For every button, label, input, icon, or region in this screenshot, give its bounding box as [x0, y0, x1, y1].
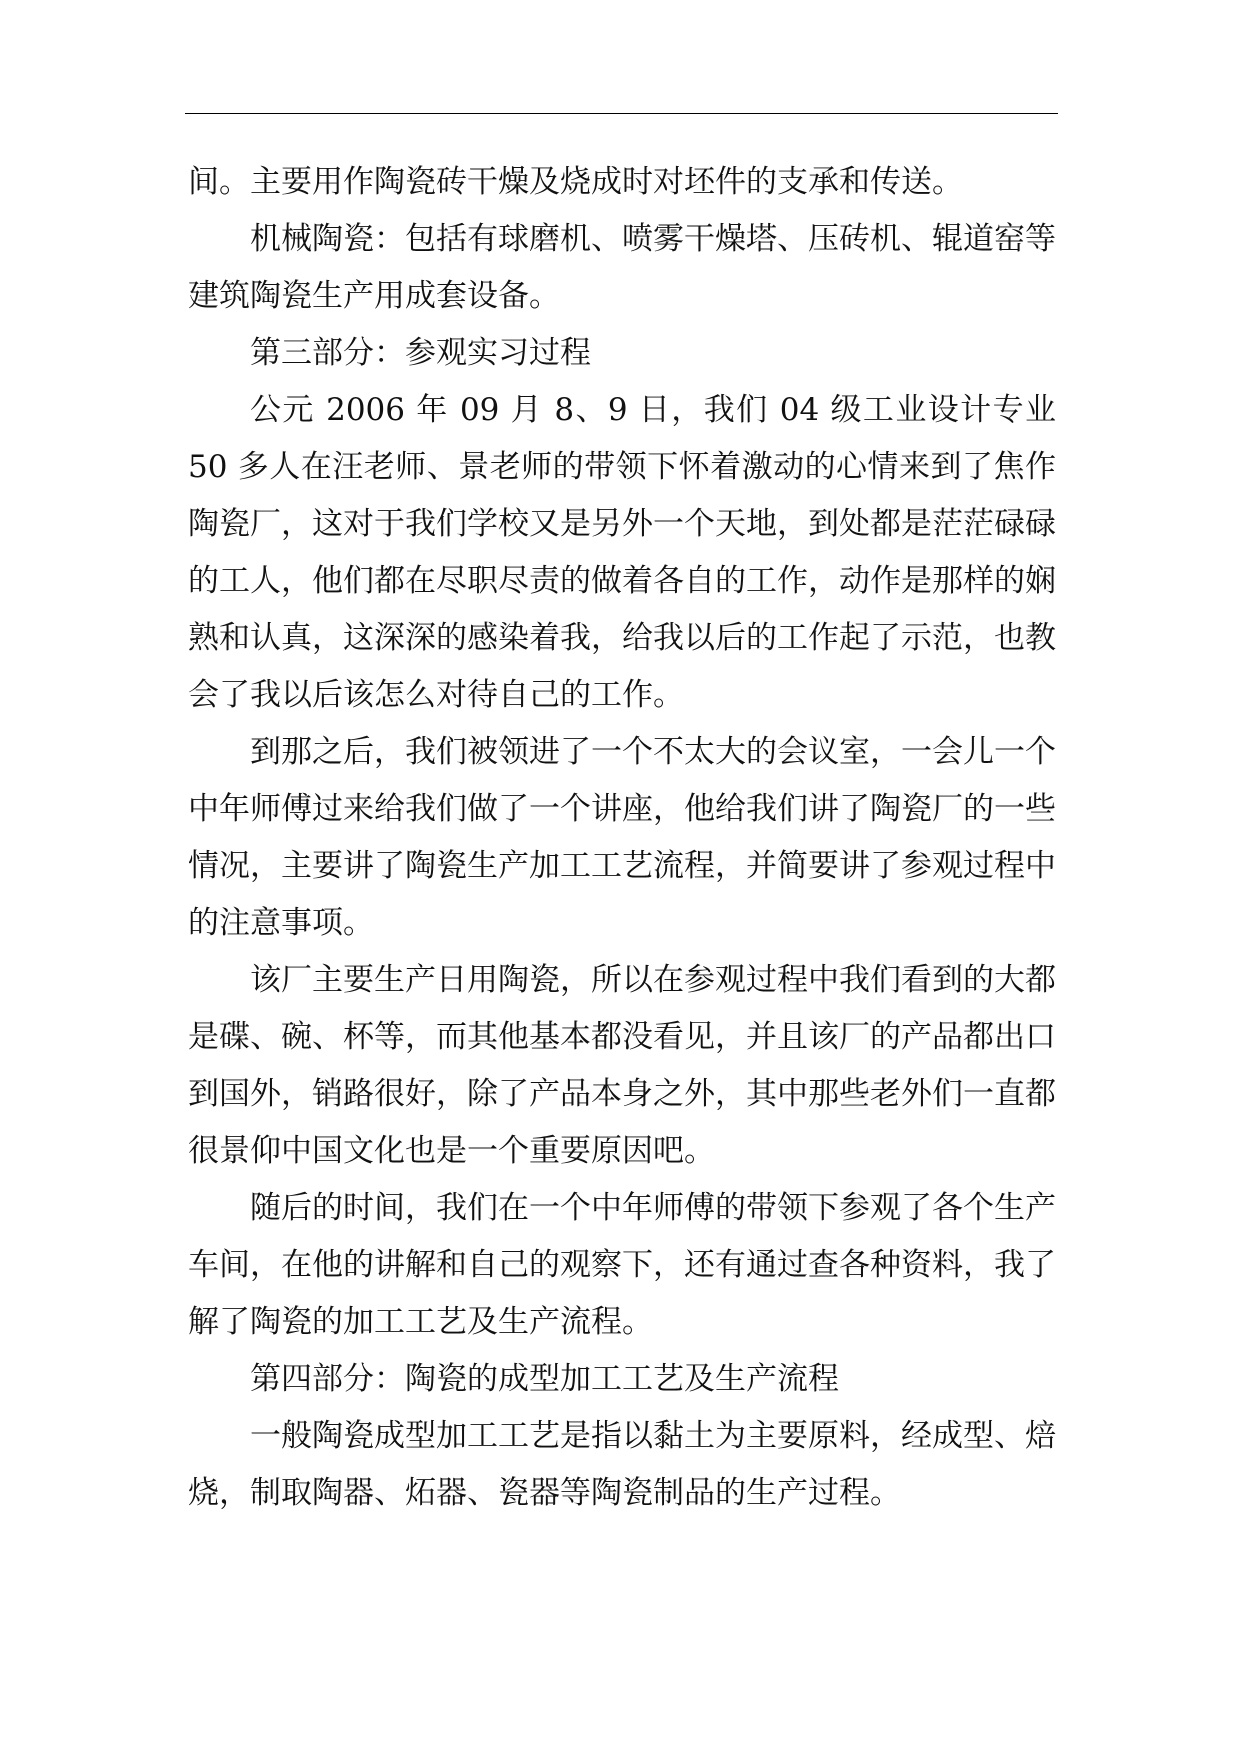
- paragraph-1: 间。主要用作陶瓷砖干燥及烧成时对坯件的支承和传送。: [188, 164, 963, 200]
- section-heading-4: 第四部分：陶瓷的成型加工工艺及生产流程: [250, 1361, 839, 1397]
- paragraph-2: 机械陶瓷：包括有球磨机、喷雾干燥塔、压砖机、辊道窑等建筑陶瓷生产用成套设备。: [188, 221, 1056, 314]
- paragraph-9: 一般陶瓷成型加工工艺是指以黏土为主要原料，经成型、焙烧，制取陶器、炻器、瓷器等陶瓷制品的生产过程。: [188, 1418, 1056, 1511]
- header-rule: [185, 113, 1058, 114]
- paragraph-4: 公元 2006 年 09 月 8、9 日，我们 04 级工业设计专业 50 多人在汪老师、景老师的带领下怀着激动的心情来到了焦作陶瓷厂，这对于我们学校又是另外一个天地，到处都是茫茫碌碌的工人，他们都在尽职尽责的做着各自的工作，动作是那样的娴熟和认真，这深深的感染着我，给我以后的工作起了示范，也教会了我以后该怎么对待自己的工作。: [188, 392, 1056, 713]
- section-heading-3: 第三部分：参观实习过程: [250, 335, 591, 371]
- paragraph-5: 到那之后，我们被领进了一个不太大的会议室，一会儿一个中年师傅过来给我们做了一个讲座，他给我们讲了陶瓷厂的一些情况，主要讲了陶瓷生产加工工艺流程，并简要讲了参观过程中的注意事项。: [188, 734, 1056, 941]
- paragraph-7: 随后的时间，我们在一个中年师傅的带领下参观了各个生产车间，在他的讲解和自己的观察下，还有通过查各种资料，我了解了陶瓷的加工工艺及生产流程。: [188, 1190, 1056, 1340]
- paragraph-6: 该厂主要生产日用陶瓷，所以在参观过程中我们看到的大都是碟、碗、杯等，而其他基本都没看见，并且该厂的产品都出口到国外，销路很好，除了产品本身之外，其中那些老外们一直都很景仰中国文化也是一个重要原因吧。: [188, 962, 1056, 1169]
- body-text: [188, 154, 1056, 1522]
